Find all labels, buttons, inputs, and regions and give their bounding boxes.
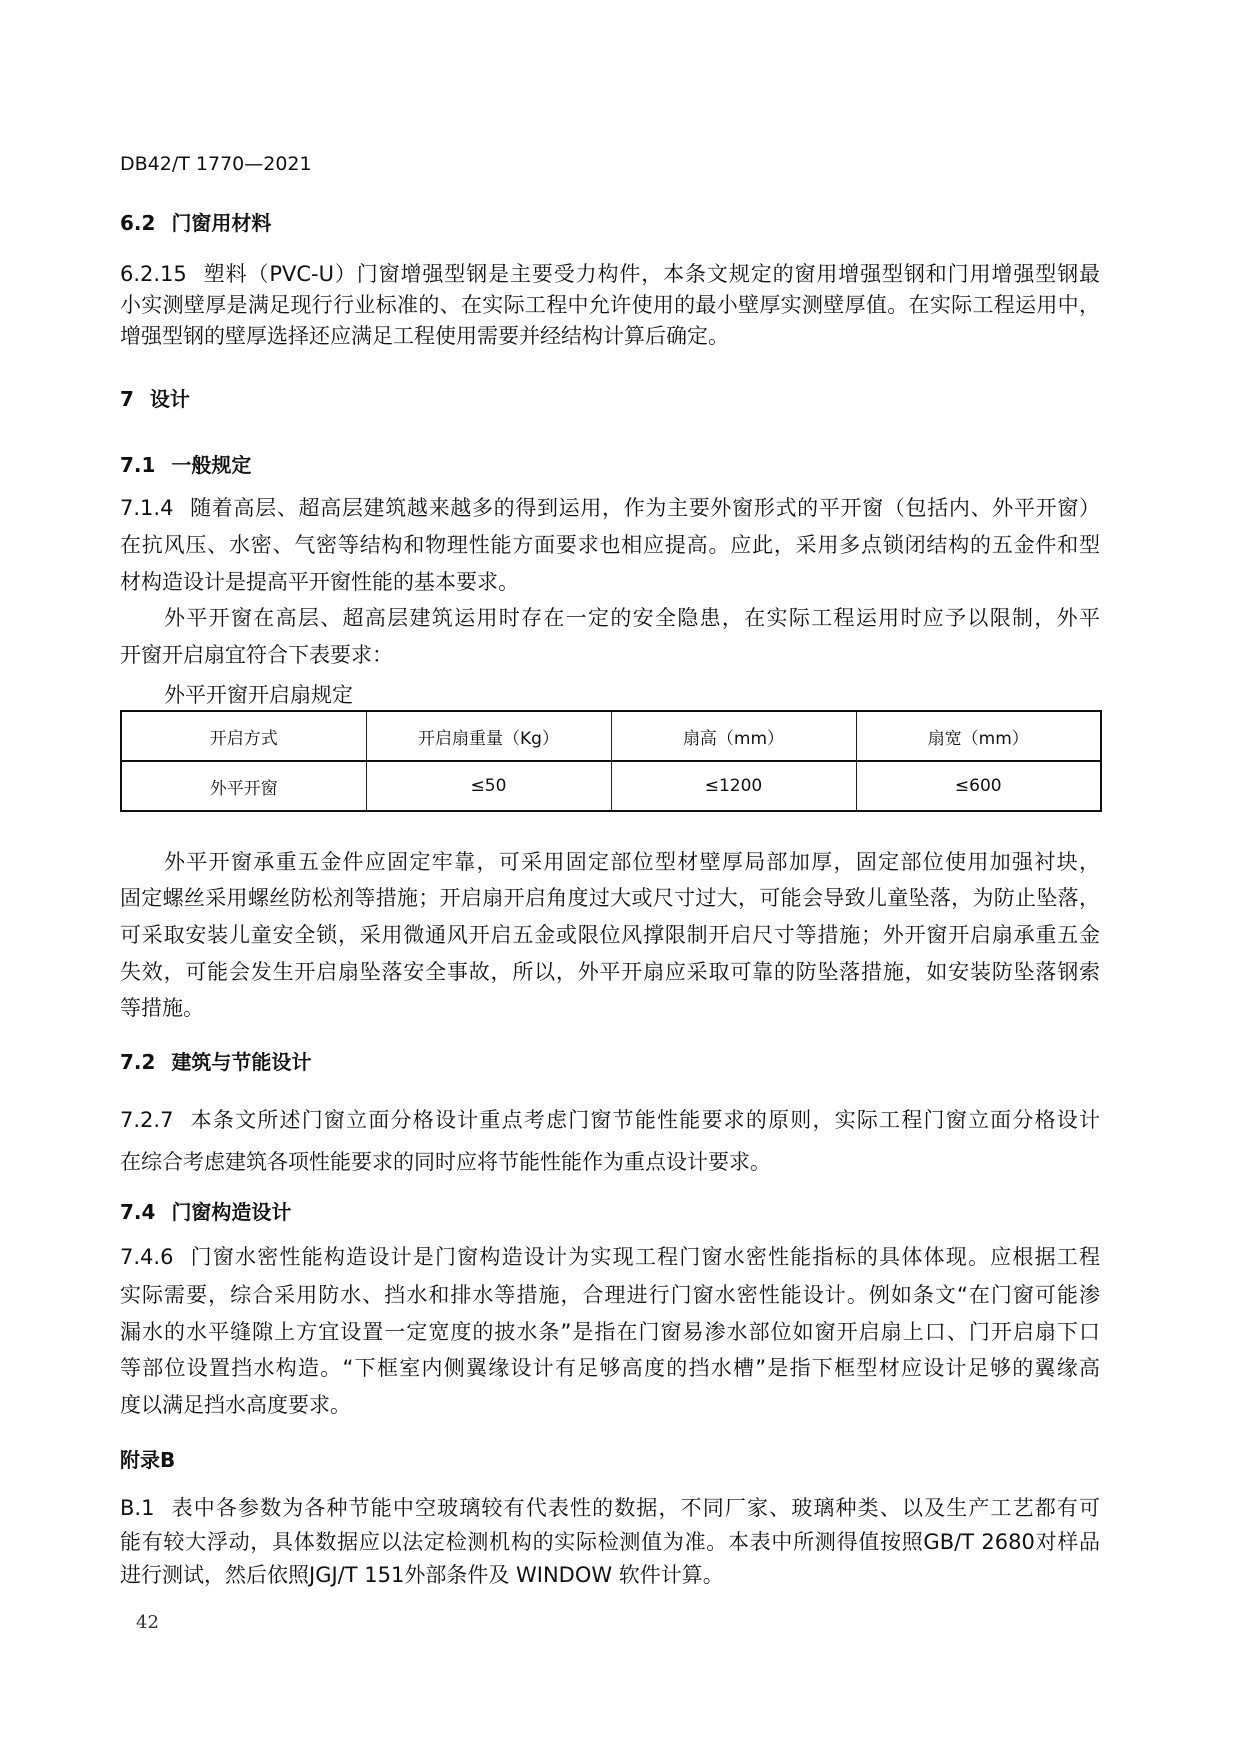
clause-7-2-7-line — [120, 1105, 1100, 1135]
clause-text: 塑料（PVC-U）门窗增强型钢是主要受力构件，本条文规定的窗用增强型钢和门用增强型钢最 — [202, 262, 1100, 286]
clause-text: 本条文所述门窗立面分格设计重点考虑门窗节能性能要求的原则，实际工程门窗立面分格设计 — [189, 1108, 1100, 1132]
clause-7-4-6-line: 实际需要，综合采用防水、挡水和排水等措施，合理进行门窗水密性能设计。例如条文“在门窗可能渗 — [120, 1283, 1100, 1307]
clause-b-1-line: 进行测试，然后依照JGJ/T 151外部条件及 WINDOW 软件计算。 — [120, 1563, 724, 1587]
heading-7-2 — [120, 1047, 1100, 1077]
table-header-cell: 扇宽（mm） — [856, 711, 1101, 761]
clause-7-1-4-line: 材构造设计是提高平开窗性能的基本要求。 — [120, 570, 519, 594]
clause-7-4-6-line — [120, 1242, 1100, 1272]
section-number: 6.2 — [120, 211, 156, 235]
paragraph-line: 开窗开启扇宜符合下表要求： — [120, 643, 393, 667]
paragraph-line: 等措施。 — [120, 996, 204, 1020]
clause-text: 表中各参数为各种节能中空玻璃较有代表性的数据，不同厂家、玻璃种类、以及生产工艺都有可 — [170, 1496, 1100, 1520]
section-number: 7.2 — [120, 1050, 156, 1074]
clause-b-1-line: 能有较大浮动，具体数据应以法定检测机构的实际检测值为准。本表中所测得值按照GB/T 2680对样品 — [120, 1530, 1100, 1554]
clause-6-2-15-line: 增强型钢的壁厚选择还应满足工程使用需要并经结构计算后确定。 — [120, 324, 729, 348]
clause-6-2-15-line: 小实测壁厚是满足现行行业标准的、在实际工程中允许使用的最小壁厚实测壁厚值。在实际工程运用中， — [120, 293, 1100, 317]
section-title: 设计 — [149, 387, 190, 411]
section-title: 建筑与节能设计 — [171, 1050, 312, 1074]
document-code-header: DB42/T 1770—2021 — [120, 153, 312, 175]
table-caption: 外平开窗开启扇规定 — [164, 683, 353, 707]
casement-sash-table — [120, 710, 1102, 812]
section-title: 门窗用材料 — [171, 211, 272, 235]
paragraph-line: 外平开窗承重五金件应固定牢靠，可采用固定部位型材壁厚局部加厚，固定部位使用加强衬块， — [164, 850, 1100, 874]
clause-7-2-7-line: 在综合考虑建筑各项性能要求的同时应将节能性能作为重点设计要求。 — [120, 1150, 771, 1174]
heading-6-2 — [120, 208, 1100, 238]
paragraph-line: 可采取安装儿童安全锁，采用微通风开启五金或限位风撑限制开启尺寸等措施；外开窗开启扇承重五金 — [120, 923, 1100, 947]
heading-appendix-b: 附录B — [120, 1448, 176, 1472]
table-cell: ≤50 — [366, 761, 611, 811]
page-number: 42 — [136, 1612, 159, 1633]
paragraph-line: 外平开窗在高层、超高层建筑运用时存在一定的安全隐患，在实际工程运用时应予以限制，外平 — [164, 606, 1100, 630]
table-row — [121, 761, 1101, 811]
clause-b-1-line — [120, 1493, 1100, 1523]
clause-text: 门窗水密性能构造设计是门窗构造设计为实现工程门窗水密性能指标的具体体现。应根据工程 — [189, 1245, 1100, 1269]
section-number: 7 — [120, 387, 134, 411]
clause-7-4-6-line: 度以满足挡水高度要求。 — [120, 1393, 351, 1417]
clause-number: 7.2.7 — [120, 1108, 174, 1132]
clause-7-4-6-line: 漏水的水平缝隙上方宜设置一定宽度的披水条”是指在门窗易渗水部位如窗开启扇上口、门开启扇下口 — [120, 1320, 1100, 1344]
section-title: 门窗构造设计 — [171, 1200, 292, 1224]
table-header-cell: 开启方式 — [121, 711, 366, 761]
clause-number: B.1 — [120, 1496, 155, 1520]
table-header-cell: 开启扇重量（Kg） — [366, 711, 611, 761]
table-cell: ≤600 — [856, 761, 1101, 811]
paragraph-line: 固定螺丝采用螺丝防松剂等措施；开启扇开启角度过大或尺寸过大，可能会导致儿童坠落，为防止坠落， — [120, 886, 1100, 910]
paragraph-line: 失效，可能会发生开启扇坠落安全事故，所以，外平开扇应采取可靠的防坠落措施，如安装防坠落钢索 — [120, 960, 1100, 984]
table-header-cell: 扇高（mm） — [611, 711, 856, 761]
clause-6-2-15-line — [120, 259, 1100, 289]
clause-7-1-4-line — [120, 493, 1100, 523]
heading-7-4 — [120, 1197, 1100, 1227]
clause-number: 6.2.15 — [120, 262, 187, 286]
clause-text: 随着高层、超高层建筑越来越多的得到运用，作为主要外窗形式的平开窗（包括内、外平开窗） — [189, 496, 1100, 520]
clause-number: 7.4.6 — [120, 1245, 174, 1269]
section-number: 7.4 — [120, 1200, 156, 1224]
section-title: 一般规定 — [171, 453, 252, 477]
clause-7-4-6-line: 等部位设置挡水构造。“下框室内侧翼缘设计有足够高度的挡水槽”是指下框型材应设计足够的翼缘高 — [120, 1356, 1100, 1380]
heading-7 — [120, 384, 1100, 414]
table-cell: ≤1200 — [611, 761, 856, 811]
section-number: 7.1 — [120, 453, 156, 477]
table-cell: 外平开窗 — [121, 761, 366, 811]
heading-7-1 — [120, 450, 1100, 480]
clause-7-1-4-line: 在抗风压、水密、气密等结构和物理性能方面要求也相应提高。应此，采用多点锁闭结构的五金件和型 — [120, 533, 1100, 557]
table-header-row — [121, 711, 1101, 761]
clause-number: 7.1.4 — [120, 496, 174, 520]
